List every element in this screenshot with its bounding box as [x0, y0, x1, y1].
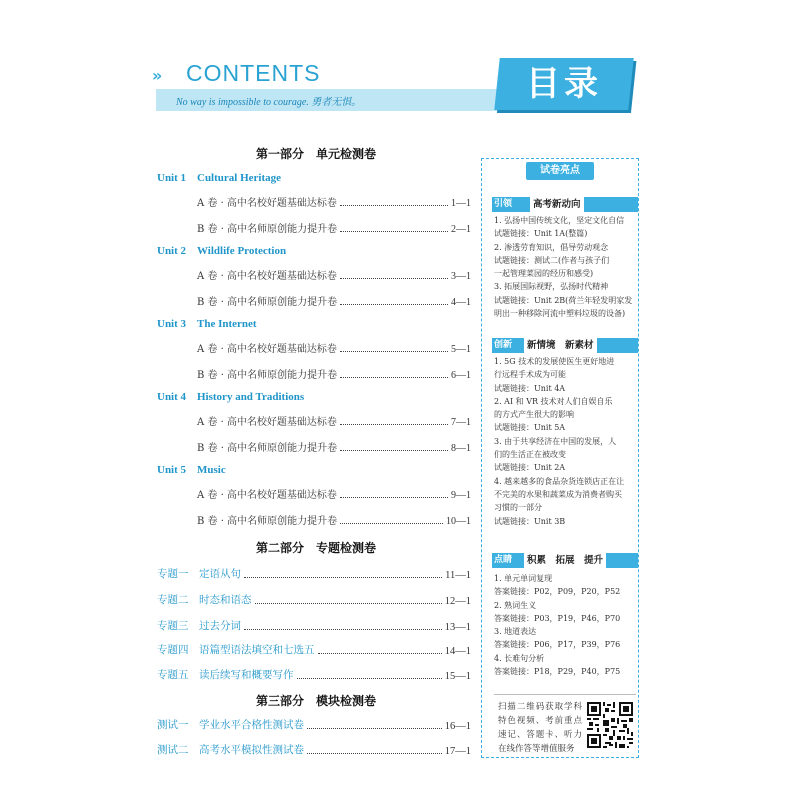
qr-caption: 扫描二维码获取学科特色视频、考前重点速记、答题卡、听力在线作答等增值服务 — [498, 702, 582, 754]
entry-text: A 卷 · 高中名校好题基础达标卷 — [197, 344, 337, 355]
body-line: 3. 拓展国际视野，弘扬时代精神 — [494, 282, 609, 292]
toc-entry[interactable] — [197, 439, 471, 454]
toc-entry[interactable] — [157, 717, 471, 732]
entry-page: 14—1 — [444, 646, 471, 657]
unit-label: Unit 5 — [157, 464, 187, 476]
toc-entry[interactable] — [157, 642, 471, 657]
body-line: 一起管理菜园的经历和感受) — [494, 269, 594, 279]
leader-dots — [307, 753, 442, 754]
section-title: 高考新动向 — [530, 197, 584, 212]
unit-label: Unit 3 — [157, 318, 187, 330]
leader-dots — [340, 278, 448, 279]
topic-key: 测试一 — [157, 719, 189, 731]
unit-label: Unit 4 — [157, 391, 187, 403]
leader-dots — [340, 497, 448, 498]
entry-text: 定语从句 — [199, 568, 241, 580]
entry-page: 9—1 — [451, 490, 471, 501]
leader-dots — [340, 523, 443, 524]
toc-entry[interactable] — [197, 293, 471, 308]
body-line: 1. 弘扬中国传统文化，坚定文化自信 — [494, 216, 625, 225]
entry-text: 语篇型语法填空和七选五 — [199, 644, 315, 656]
leader-dots — [244, 577, 442, 578]
leader-dots — [318, 653, 442, 654]
toc-entry[interactable] — [157, 667, 471, 682]
leader-dots — [340, 231, 448, 232]
toc-entry[interactable] — [197, 340, 471, 355]
leader-dots — [340, 377, 448, 378]
entry-page: 2—1 — [451, 224, 471, 235]
body-line: 们的生活正在被改变 — [494, 450, 566, 460]
body-line: 试题链接：Unit 3B — [494, 516, 566, 526]
entry-page: 6—1 — [451, 370, 471, 381]
leader-dots — [340, 424, 448, 425]
leader-dots — [340, 205, 448, 206]
entry-text: A 卷 · 高中名校好题基础达标卷 — [197, 490, 337, 501]
entry-text: A 卷 · 高中名校好题基础达标卷 — [197, 271, 337, 282]
unit-title: The Internet — [197, 318, 257, 330]
section-title: 积累 拓展 提升 — [524, 553, 606, 568]
section-body — [494, 214, 636, 320]
body-line: 不完美的水果和蔬菜成为消费者购买 — [494, 489, 622, 499]
toc-entry[interactable] — [197, 194, 471, 209]
body-line: 答案链接：P03，P19，P46，P70 — [494, 613, 621, 623]
toc-entry[interactable] — [197, 486, 471, 501]
entry-page: 1—1 — [451, 198, 471, 209]
entry-page: 10—1 — [446, 516, 471, 527]
body-line: 2. AI 和 VR 技术对人们自娱自乐 — [494, 396, 613, 406]
entry-text: B 卷 · 高中名师原创能力提升卷 — [197, 516, 338, 527]
entry-page: 4—1 — [451, 297, 471, 308]
entry-text: A 卷 · 高中名校好题基础达标卷 — [197, 198, 337, 209]
entry-page: 17—1 — [444, 746, 471, 757]
unit-label: Unit 2 — [157, 245, 187, 257]
leader-dots — [244, 629, 442, 630]
body-line: 答案链接：P18，P29，P40，P75 — [494, 667, 621, 677]
part1-title: 第一部分 单元检测卷 — [256, 147, 377, 161]
contents-heading: CONTENTS — [186, 60, 321, 86]
toc-entry[interactable] — [157, 592, 471, 607]
leader-dots — [340, 450, 448, 451]
topic-key: 专题五 — [157, 669, 189, 681]
leader-dots — [340, 304, 448, 305]
entry-text: 高考水平模拟性测试卷 — [199, 744, 304, 756]
body-line: 试题链接：测试二(作者与孩子们 — [494, 255, 610, 265]
body-line: 行远程手术成为可能 — [494, 370, 566, 380]
entry-text: 读后续写和概要写作 — [199, 669, 294, 681]
toc-entry[interactable] — [197, 413, 471, 428]
body-line: 试题链接：Unit 4A — [494, 383, 566, 393]
section-tag: 引领 — [494, 199, 513, 209]
toc-entry[interactable] — [157, 618, 471, 633]
section-tag: 点睛 — [494, 555, 513, 565]
entry-page: 12—1 — [444, 596, 471, 607]
motto-text: No way is impossible to courage. 勇者无惧。 — [176, 97, 362, 108]
entry-text: A 卷 · 高中名校好题基础达标卷 — [197, 417, 337, 428]
body-line: 的方式产生很大的影响 — [494, 410, 574, 420]
topic-key: 专题三 — [157, 620, 189, 632]
topic-key: 专题一 — [157, 568, 189, 580]
unit-title: Music — [197, 464, 226, 476]
body-line: 1. 单元单词复现 — [494, 574, 553, 583]
body-line: 试题链接：Unit 1A(整篇) — [494, 229, 588, 239]
unit-title: Wildlife Protection — [197, 245, 287, 257]
topic-key: 专题二 — [157, 594, 189, 606]
entry-text: B 卷 · 高中名师原创能力提升卷 — [197, 224, 338, 235]
toc-entry[interactable] — [197, 220, 471, 235]
body-line: 明出一种移除河流中塑料垃圾的设备) — [494, 309, 626, 319]
part2-title: 第二部分 专题检测卷 — [256, 541, 377, 555]
toc-entry[interactable] — [197, 267, 471, 282]
entry-text: 时态和语态 — [199, 594, 252, 606]
entry-page: 3—1 — [451, 271, 471, 282]
entry-text: B 卷 · 高中名师原创能力提升卷 — [197, 297, 338, 308]
toc-entry[interactable] — [197, 512, 471, 527]
unit-title: Cultural Heritage — [197, 172, 282, 184]
highlights-heading: 试卷亮点 — [526, 162, 594, 180]
divider — [494, 694, 636, 695]
unit-title: History and Traditions — [197, 391, 305, 403]
body-line: 习惯的一部分 — [494, 503, 542, 513]
body-line: 答案链接：P02，P09，P20，P52 — [494, 587, 621, 597]
section-tag: 创新 — [494, 340, 513, 350]
leader-dots — [297, 678, 442, 679]
entry-text: 学业水平合格性测试卷 — [199, 719, 304, 731]
entry-page: 7—1 — [451, 417, 471, 428]
toc-entry[interactable] — [197, 366, 471, 381]
part3-title: 第三部分 模块检测卷 — [256, 694, 377, 708]
entry-page: 11—1 — [445, 570, 471, 581]
section-title: 新情境 新素材 — [524, 338, 597, 353]
body-line: 3. 地道表达 — [494, 627, 537, 637]
entry-text: 过去分词 — [199, 620, 241, 632]
body-line: 试题链接：Unit 2B(荷兰年轻发明家发 — [494, 295, 633, 305]
leader-dots — [307, 728, 442, 729]
body-line: 2. 渗透劳育知识，倡导劳动观念 — [494, 242, 609, 252]
body-line: 答案链接：P06，P17，P39，P76 — [494, 640, 621, 650]
body-line: 1. 5G 技术的发展使医生更好地进 — [494, 357, 615, 366]
body-line: 3. 由于共享经济在中国的发展，人 — [494, 436, 617, 446]
chevron-icon: » — [152, 66, 160, 85]
body-line: 4. 长难句分析 — [494, 653, 545, 663]
unit-label: Unit 1 — [157, 172, 187, 184]
entry-page: 15—1 — [444, 671, 471, 682]
section-body — [494, 355, 636, 528]
body-line: 4. 越来越多的食品杂货连锁店正在让 — [494, 476, 625, 486]
section-body — [494, 572, 636, 678]
entry-page: 16—1 — [444, 721, 471, 732]
toc-entry[interactable] — [157, 742, 471, 757]
entry-page: 13—1 — [444, 622, 471, 633]
page-title: 目录 — [526, 64, 602, 104]
topic-key: 测试二 — [157, 744, 189, 756]
toc-entry[interactable] — [157, 566, 471, 581]
leader-dots — [340, 351, 448, 352]
qr-code-icon[interactable] — [587, 702, 633, 748]
body-line: 试题链接：Unit 5A — [494, 423, 566, 433]
leader-dots — [255, 603, 442, 604]
entry-text: B 卷 · 高中名师原创能力提升卷 — [197, 443, 338, 454]
body-line: 试题链接：Unit 2A — [494, 463, 566, 473]
topic-key: 专题四 — [157, 644, 189, 656]
entry-page: 8—1 — [451, 443, 471, 454]
entry-text: B 卷 · 高中名师原创能力提升卷 — [197, 370, 338, 381]
entry-page: 5—1 — [451, 344, 471, 355]
body-line: 2. 熟词生义 — [494, 600, 537, 610]
